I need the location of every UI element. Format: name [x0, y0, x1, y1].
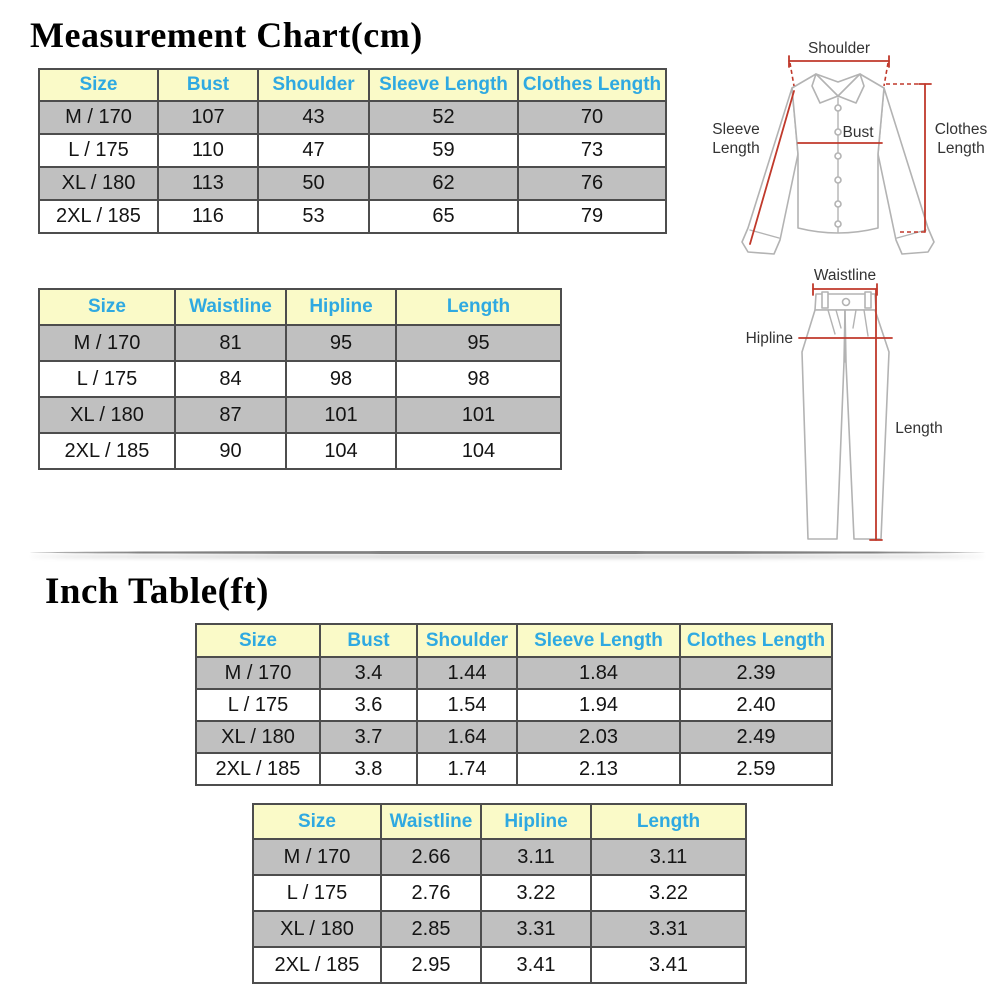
- size-cell: L / 175: [39, 361, 175, 397]
- table-header-row: [196, 624, 832, 657]
- length-label: Length: [895, 420, 943, 437]
- table-row: [253, 947, 746, 983]
- table-header-row: [39, 69, 666, 101]
- clothes-length-label-line1: Clothes: [934, 121, 988, 138]
- size-cell: 2XL / 185: [196, 753, 320, 785]
- value-cell: 1.44: [417, 657, 517, 689]
- size-cell: XL / 180: [253, 911, 381, 947]
- table-row: [253, 875, 746, 911]
- shirt-left-sleeve: [742, 88, 798, 254]
- table-header-cell: Shoulder: [417, 624, 517, 657]
- inch-pants-size-table: [252, 803, 747, 984]
- waistline-label: Waistline: [813, 267, 877, 284]
- size-cell: L / 175: [196, 689, 320, 721]
- size-cell: XL / 180: [196, 721, 320, 753]
- table-row: [253, 839, 746, 875]
- size-cell: XL / 180: [39, 397, 175, 433]
- shirt-button: [835, 129, 841, 135]
- value-cell: 52: [369, 101, 518, 134]
- table-header-cell: Waistline: [175, 289, 286, 325]
- value-cell: 2.39: [680, 657, 832, 689]
- value-cell: 59: [369, 134, 518, 167]
- value-cell: 81: [175, 325, 286, 361]
- table-header-cell: Hipline: [481, 804, 591, 839]
- table-row: [39, 200, 666, 233]
- pants-diagram: [695, 256, 995, 548]
- table-row: [196, 689, 832, 721]
- value-cell: 3.8: [320, 753, 417, 785]
- size-cell: L / 175: [253, 875, 381, 911]
- shoulder-label: Shoulder: [807, 40, 871, 57]
- size-cell: L / 175: [39, 134, 158, 167]
- table-row: [39, 361, 561, 397]
- value-cell: 43: [258, 101, 369, 134]
- value-cell: 65: [369, 200, 518, 233]
- value-cell: 104: [286, 433, 396, 469]
- inch-section-title: Inch Table(ft): [45, 571, 269, 612]
- value-cell: 95: [286, 325, 396, 361]
- value-cell: 73: [518, 134, 666, 167]
- value-cell: 110: [158, 134, 258, 167]
- pants-waist-button: [843, 299, 850, 306]
- table-row: [39, 433, 561, 469]
- sleeve-length-label-line1: Sleeve: [712, 121, 760, 138]
- table-header-row: [253, 804, 746, 839]
- shirt-button: [835, 105, 841, 111]
- value-cell: 2.03: [517, 721, 680, 753]
- bust-label: Bust: [842, 124, 874, 141]
- value-cell: 50: [258, 167, 369, 200]
- value-cell: 53: [258, 200, 369, 233]
- table-header-cell: Hipline: [286, 289, 396, 325]
- pants-right-leg: [845, 310, 889, 539]
- table-row: [196, 657, 832, 689]
- size-cell: 2XL / 185: [39, 200, 158, 233]
- size-cell: M / 170: [39, 101, 158, 134]
- value-cell: 70: [518, 101, 666, 134]
- size-cell: 2XL / 185: [253, 947, 381, 983]
- pants-belt-loop: [822, 292, 828, 308]
- value-cell: 76: [518, 167, 666, 200]
- pants-belt-loop: [865, 292, 871, 308]
- value-cell: 90: [175, 433, 286, 469]
- inch-shirt-size-table: [195, 623, 833, 786]
- value-cell: 3.31: [481, 911, 591, 947]
- table-row: [253, 911, 746, 947]
- value-cell: 2.85: [381, 911, 481, 947]
- table-header-cell: Bust: [158, 69, 258, 101]
- value-cell: 2.76: [381, 875, 481, 911]
- value-cell: 98: [396, 361, 561, 397]
- value-cell: 1.64: [417, 721, 517, 753]
- value-cell: 79: [518, 200, 666, 233]
- value-cell: 2.40: [680, 689, 832, 721]
- cm-section-title: Measurement Chart(cm): [30, 15, 423, 55]
- table-header-row: [39, 289, 561, 325]
- shirt-diagram: [692, 6, 1000, 256]
- value-cell: 87: [175, 397, 286, 433]
- table-header-cell: Clothes Length: [518, 69, 666, 101]
- shoulder-drop-dash: [884, 63, 888, 86]
- table-row: [39, 397, 561, 433]
- table-row: [196, 721, 832, 753]
- table-header-cell: Length: [591, 804, 746, 839]
- table-header-cell: Size: [39, 69, 158, 101]
- table-header-cell: Bust: [320, 624, 417, 657]
- size-cell: XL / 180: [39, 167, 158, 200]
- shoulder-drop-dash: [790, 63, 794, 86]
- value-cell: 116: [158, 200, 258, 233]
- size-cell: 2XL / 185: [39, 433, 175, 469]
- value-cell: 2.95: [381, 947, 481, 983]
- value-cell: 62: [369, 167, 518, 200]
- table-header-cell: Shoulder: [258, 69, 369, 101]
- value-cell: 3.11: [591, 839, 746, 875]
- value-cell: 2.49: [680, 721, 832, 753]
- table-header-cell: Sleeve Length: [369, 69, 518, 101]
- value-cell: 113: [158, 167, 258, 200]
- value-cell: 1.94: [517, 689, 680, 721]
- value-cell: 1.84: [517, 657, 680, 689]
- value-cell: 101: [286, 397, 396, 433]
- value-cell: 3.22: [481, 875, 591, 911]
- size-cell: M / 170: [196, 657, 320, 689]
- table-header-cell: Length: [396, 289, 561, 325]
- table-header-cell: Size: [196, 624, 320, 657]
- value-cell: 95: [396, 325, 561, 361]
- value-cell: 3.31: [591, 911, 746, 947]
- value-cell: 1.54: [417, 689, 517, 721]
- value-cell: 2.13: [517, 753, 680, 785]
- value-cell: 3.7: [320, 721, 417, 753]
- table-row: [196, 753, 832, 785]
- table-header-cell: Size: [39, 289, 175, 325]
- table-row: [39, 325, 561, 361]
- value-cell: 47: [258, 134, 369, 167]
- value-cell: 3.41: [481, 947, 591, 983]
- value-cell: 101: [396, 397, 561, 433]
- value-cell: 2.66: [381, 839, 481, 875]
- shirt-button: [835, 177, 841, 183]
- table-row: [39, 167, 666, 200]
- value-cell: 3.6: [320, 689, 417, 721]
- size-cell: M / 170: [253, 839, 381, 875]
- value-cell: 1.74: [417, 753, 517, 785]
- sleeve-length-label-line2: Length: [712, 140, 760, 157]
- value-cell: 3.11: [481, 839, 591, 875]
- clothes-length-label-line2: Length: [937, 140, 985, 157]
- hipline-label: Hipline: [745, 330, 793, 347]
- cm-pants-size-table: [38, 288, 562, 470]
- value-cell: 2.59: [680, 753, 832, 785]
- table-header-cell: Sleeve Length: [517, 624, 680, 657]
- section-divider-line: [30, 551, 985, 554]
- cm-shirt-size-table: [38, 68, 667, 234]
- pants-left-leg: [802, 310, 845, 539]
- value-cell: 98: [286, 361, 396, 397]
- table-header-cell: Waistline: [381, 804, 481, 839]
- shirt-button: [835, 153, 841, 159]
- table-row: [39, 134, 666, 167]
- value-cell: 3.41: [591, 947, 746, 983]
- value-cell: 107: [158, 101, 258, 134]
- size-cell: M / 170: [39, 325, 175, 361]
- value-cell: 84: [175, 361, 286, 397]
- table-header-cell: Size: [253, 804, 381, 839]
- shirt-button: [835, 221, 841, 227]
- value-cell: 104: [396, 433, 561, 469]
- value-cell: 3.22: [591, 875, 746, 911]
- table-row: [39, 101, 666, 134]
- shirt-button: [835, 201, 841, 207]
- table-header-cell: Clothes Length: [680, 624, 832, 657]
- value-cell: 3.4: [320, 657, 417, 689]
